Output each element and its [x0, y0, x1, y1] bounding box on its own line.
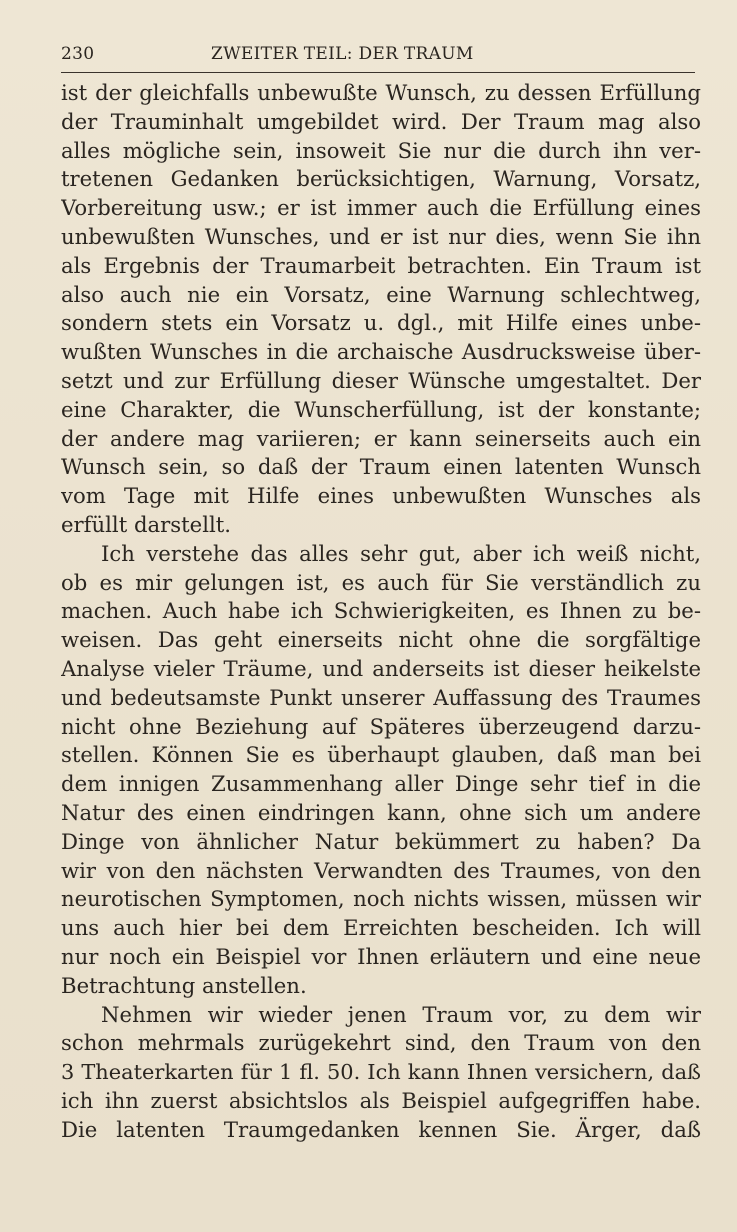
text-line: Ich verstehe das alles sehr gut, aber ich weiß nicht, — [101, 540, 701, 566]
text-line: tretenen Gedanken berücksichtigen, Warnung, Vorsatz, — [61, 166, 701, 192]
text-line: Natur des einen eindringen kann, ohne sich um andere — [61, 799, 701, 825]
page-number: 230 — [61, 44, 95, 64]
text-line: nur noch ein Beispiel vor Ihnen erläutern und eine neue — [61, 943, 701, 969]
text-line: ich ihn zuerst absichtslos als Beispiel aufgegriffen habe. — [61, 1087, 701, 1113]
page-header — [61, 44, 695, 73]
text-line: uns auch hier bei dem Erreichten bescheiden. Ich will — [61, 915, 701, 941]
text-line: eine Charakter, die Wunscherfüllung, ist der konstante; — [61, 396, 701, 422]
text-line: nicht ohne Beziehung auf Späteres überzeugend darzu- — [61, 713, 701, 739]
text-line: vom Tage mit Hilfe eines unbewußten Wunsches als — [61, 483, 701, 509]
text-line: wußten Wunsches in die archaische Ausdrucksweise über- — [61, 339, 701, 365]
text-line: Vorbereitung usw.; er ist immer auch die Erfüllung eines — [61, 195, 701, 221]
text-line: ob es mir gelungen ist, es auch für Sie verständlich zu — [61, 569, 701, 595]
text-line: der andere mag variieren; er kann seinerseits auch ein — [61, 425, 701, 451]
body-text — [61, 79, 701, 1144]
text-line: Analyse vieler Träume, und anderseits ist dieser heikelste — [61, 655, 701, 681]
text-line: alles mögliche sein, insoweit Sie nur die durch ihn ver- — [61, 137, 701, 163]
text-line: Dinge von ähnlicher Natur bekümmert zu haben? Da — [61, 828, 701, 854]
text-line: dem innigen Zusammenhang aller Dinge sehr tief in die — [61, 771, 701, 797]
text-line: neurotischen Symptomen, noch nichts wissen, müssen wir — [61, 886, 701, 912]
text-line: sondern stets ein Vorsatz u. dgl., mit Hilfe eines unbe- — [61, 310, 701, 336]
text-line: weisen. Das geht einerseits nicht ohne die sorgfältige — [61, 627, 701, 653]
text-line: stellen. Können Sie es überhaupt glauben, daß man bei — [61, 742, 701, 768]
text-line: also auch nie ein Vorsatz, eine Warnung schlechtweg, — [61, 281, 701, 307]
text-line: Betrachtung anstellen. — [61, 972, 307, 998]
text-line: ist der gleichfalls unbewußte Wunsch, zu dessen Erfüllung — [61, 80, 701, 105]
text-line: unbewußten Wunsches, und er ist nur dies, wenn Sie ihn — [61, 223, 701, 249]
text-line: Die latenten Traumgedanken kennen Sie. Ärger, daß — [61, 1116, 701, 1142]
text-line: der Trauminhalt umgebildet wird. Der Traum mag also — [61, 108, 701, 134]
running-head: ZWEITER TEIL: DER TRAUM — [211, 44, 474, 64]
text-line: und bedeutsamste Punkt unserer Auffassung des Traumes — [61, 684, 701, 710]
text-line: schon mehrmals zurügekehrt sind, den Traum von den — [61, 1030, 701, 1056]
text-line: als Ergebnis der Traumarbeit betrachten. Ein Traum ist — [61, 252, 701, 278]
text-line: wir von den nächsten Verwandten des Traumes, von den — [61, 857, 701, 883]
text-line: machen. Auch habe ich Schwierigkeiten, es Ihnen zu be- — [61, 598, 701, 624]
text-line: 3 Theaterkarten für 1 fl. 50. Ich kann Ihnen versichern, daß — [61, 1060, 701, 1085]
text-line: Wunsch sein, so daß der Traum einen latenten Wunsch — [61, 454, 701, 480]
text-line: Nehmen wir wieder jenen Traum vor, zu dem wir — [101, 1001, 701, 1027]
text-line: setzt und zur Erfüllung dieser Wünsche umgestaltet. Der — [61, 367, 701, 393]
text-line: erfüllt darstellt. — [61, 511, 232, 537]
